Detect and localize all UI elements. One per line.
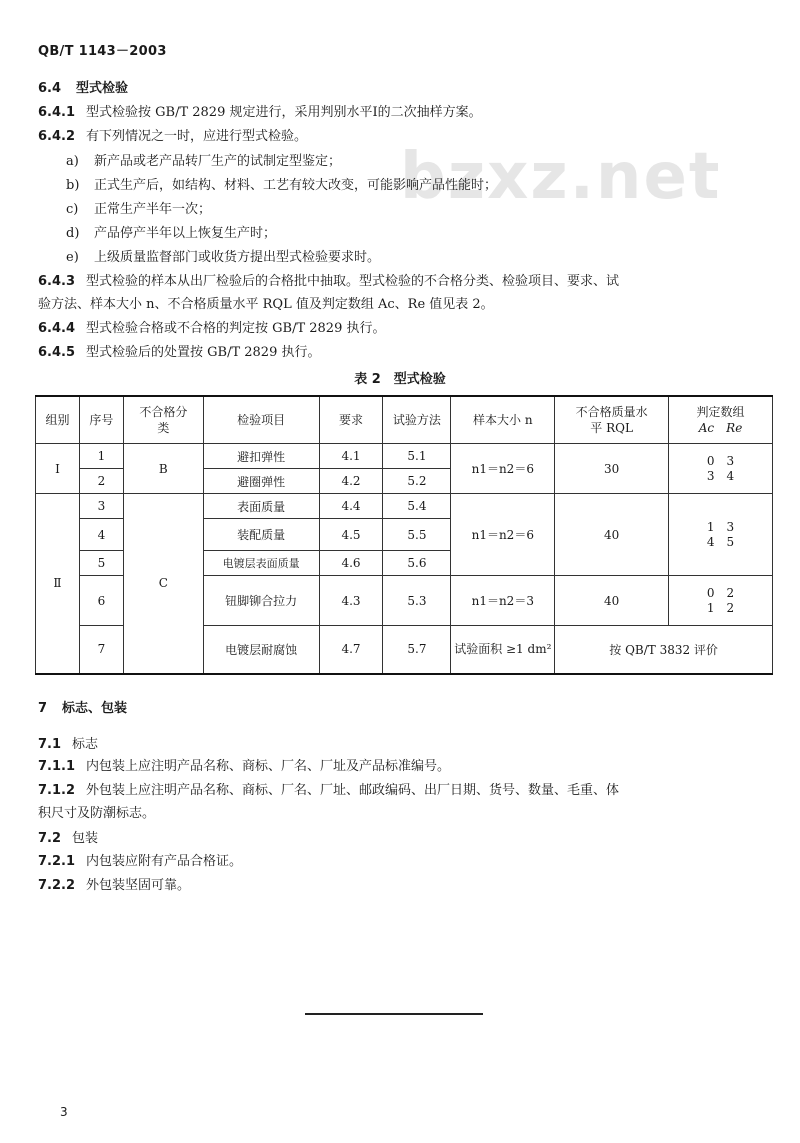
list-text: 上级质量监督部门或收货方提出型式检验要求时。 [94, 250, 381, 265]
clause-text: 有下列情况之一时，应进行型式检验。 [86, 129, 308, 144]
section-number: 7 [38, 701, 48, 716]
sample-size-cell: n1＝n2＝6 [451, 444, 555, 494]
evaluation-cell: 按 QB/T 3832 评价 [555, 626, 773, 674]
req-cell: 4.5 [319, 519, 383, 551]
section-6-4-heading [38, 80, 128, 98]
clause-text: 内包装上应注明产品名称、商标、厂名、厂址及产品标准编号。 [86, 759, 451, 774]
judgment-first: 1 3 [706, 519, 735, 534]
seq-cell: 7 [79, 626, 123, 674]
seq-cell: 2 [79, 469, 123, 494]
sample-size-cell: n1＝n2＝6 [451, 494, 555, 576]
clause-text: 外包装上应注明产品名称、商标、厂名、厂址、邮政编码、出厂日期、货号、数量、毛重、体 [86, 783, 620, 798]
method-cell: 5.4 [383, 494, 451, 519]
clause-number: 7.2.2 [38, 878, 76, 893]
end-rule [305, 1013, 483, 1015]
req-cell: 4.3 [319, 576, 383, 626]
section-number: 7.1 [38, 737, 62, 752]
list-marker: a) [66, 154, 79, 169]
class-cell: C [123, 494, 203, 674]
clause-text: 型式检验合格或不合格的判定按 GB/T 2829 执行。 [86, 321, 386, 336]
list-text: 正常生产半年一次； [94, 202, 212, 217]
table-row [36, 444, 773, 469]
sample-size-cell: n1＝n2＝3 [451, 576, 555, 626]
watermark: bzxz.net [400, 140, 722, 214]
clause-6-4-3 [38, 273, 619, 291]
page-number: 3 [60, 1105, 68, 1119]
req-cell: 4.1 [319, 444, 383, 469]
item-cell: 电镀层表面质量 [203, 551, 319, 576]
header-judgment [669, 396, 773, 444]
header-class: 不合格分类 [123, 396, 203, 444]
section-title: 型式检验 [76, 81, 129, 96]
judgment-cell [669, 576, 773, 626]
clause-number: 7.1.1 [38, 759, 76, 774]
judgment-cell [669, 494, 773, 576]
clause-text: 内包装应附有产品合格证。 [86, 854, 243, 869]
method-cell: 5.2 [383, 469, 451, 494]
clause-text: 型式检验按 GB/T 2829 规定进行，采用判别水平Ⅰ的二次抽样方案。 [86, 105, 482, 120]
list-marker: b) [66, 178, 80, 193]
judgment-cell [669, 444, 773, 494]
clause-6-4-1 [38, 104, 482, 122]
list-marker: c) [66, 202, 79, 217]
clause-number: 6.4.1 [38, 105, 76, 120]
clause-number: 7.2.1 [38, 854, 76, 869]
list-item-a [66, 153, 341, 171]
item-cell: 电镀层耐腐蚀 [203, 626, 319, 674]
req-cell: 4.6 [319, 551, 383, 576]
item-cell: 表面质量 [203, 494, 319, 519]
method-cell: 5.1 [383, 444, 451, 469]
section-title: 标志、包装 [62, 701, 128, 716]
class-cell: B [123, 444, 203, 494]
judgment-first: 0 3 [706, 453, 735, 468]
judgment-first: 0 2 [706, 585, 735, 600]
req-cell: 4.7 [319, 626, 383, 674]
list-text: 新产品或老产品转厂生产的试制定型鉴定； [94, 154, 342, 169]
judgment-second: 1 2 [706, 600, 735, 615]
clause-number: 7.1.2 [38, 783, 76, 798]
clause-6-4-3-continuation: 验方法、样本大小 n、不合格质量水平 RQL 值及判定数组 Ac、Re 值见表 2。 [38, 297, 494, 312]
header-group: 组别 [36, 396, 80, 444]
list-item-b [66, 177, 497, 195]
clause-7-1-2 [38, 782, 619, 800]
list-marker: e) [66, 250, 79, 265]
item-cell: 避圈弹性 [203, 469, 319, 494]
clause-7-1-2-continuation: 积尺寸及防潮标志。 [38, 806, 156, 821]
clause-6-4-4 [38, 320, 385, 338]
judgment-second: 4 5 [706, 534, 735, 549]
section-7-1-heading [38, 736, 98, 754]
clause-number: 6.4.4 [38, 321, 76, 336]
group-cell: Ⅰ [36, 444, 80, 494]
req-cell: 4.2 [319, 469, 383, 494]
rql-cell: 40 [555, 576, 669, 626]
seq-cell: 1 [79, 444, 123, 469]
header-seq: 序号 [79, 396, 123, 444]
list-text: 产品停产半年以上恢复生产时； [94, 226, 277, 241]
req-cell: 4.4 [319, 494, 383, 519]
standard-code-header: QB/T 1143－2003 [38, 44, 167, 59]
section-title: 包装 [72, 831, 99, 846]
clause-7-2-1 [38, 853, 242, 871]
table-title: 表 2 型式检验 [354, 372, 446, 387]
header-item: 检验项目 [203, 396, 319, 444]
header-judgment-sub: Ac Re [698, 421, 743, 435]
section-7-heading [38, 700, 127, 718]
seq-cell: 3 [79, 494, 123, 519]
item-cell: 钮脚铆合拉力 [203, 576, 319, 626]
table-header-row [36, 396, 773, 444]
method-cell: 5.7 [383, 626, 451, 674]
group-cell: Ⅱ [36, 494, 80, 674]
header-rql: 不合格质量水平 RQL [555, 396, 669, 444]
list-item-e [66, 249, 380, 267]
clause-text: 型式检验的样本从出厂检验后的合格批中抽取。型式检验的不合格分类、检验项目、要求、试 [86, 274, 620, 289]
item-cell: 避扣弹性 [203, 444, 319, 469]
judgment-second: 3 4 [706, 468, 735, 483]
section-7-2-heading [38, 830, 98, 848]
type-inspection-table [35, 395, 773, 675]
clause-number: 6.4.5 [38, 345, 76, 360]
clause-7-2-2 [38, 877, 190, 895]
rql-cell: 40 [555, 494, 669, 576]
seq-cell: 5 [79, 551, 123, 576]
seq-cell: 6 [79, 576, 123, 626]
method-cell: 5.3 [383, 576, 451, 626]
clause-6-4-2 [38, 128, 307, 146]
list-marker: d) [66, 226, 80, 241]
section-title: 标志 [72, 737, 99, 752]
clause-text: 外包装坚固可靠。 [86, 878, 191, 893]
section-number: 6.4 [38, 81, 62, 96]
seq-cell: 4 [79, 519, 123, 551]
method-cell: 5.6 [383, 551, 451, 576]
header-requirement: 要求 [319, 396, 383, 444]
header-sample-size: 样本大小 n [451, 396, 555, 444]
clause-7-1-1 [38, 758, 450, 776]
clause-number: 6.4.2 [38, 129, 76, 144]
clause-text: 型式检验后的处置按 GB/T 2829 执行。 [86, 345, 321, 360]
sample-size-cell: 试验面积 ≥1 dm² [451, 626, 555, 674]
header-method: 试验方法 [383, 396, 451, 444]
rql-cell: 30 [555, 444, 669, 494]
item-cell: 装配质量 [203, 519, 319, 551]
method-cell: 5.5 [383, 519, 451, 551]
section-number: 7.2 [38, 831, 62, 846]
list-text: 正式生产后，如结构、材料、工艺有较大改变，可能影响产品性能时； [94, 178, 498, 193]
list-item-c [66, 201, 211, 219]
clause-6-4-5 [38, 344, 320, 362]
clause-number: 6.4.3 [38, 274, 76, 289]
table-row [36, 494, 773, 519]
list-item-d [66, 225, 276, 243]
header-judgment-label: 判定数组 [696, 405, 745, 419]
